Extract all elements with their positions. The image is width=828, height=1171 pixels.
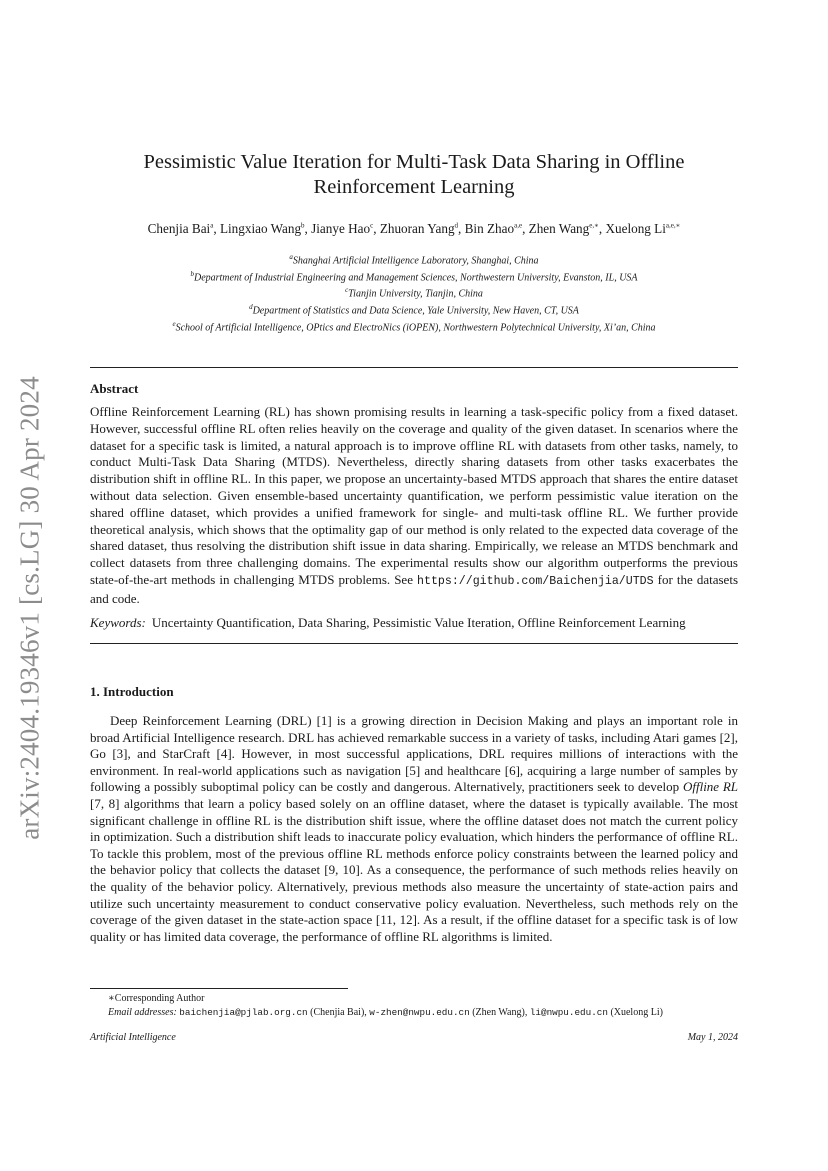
author: Jianye Hao$^c$ <box>311 221 374 236</box>
arxiv-id: arXiv:2404.19346v1 [cs.LG] 30 Apr 2024 <box>14 375 45 840</box>
footnote-rule <box>90 988 348 989</box>
paper-title <box>90 150 738 200</box>
email-link[interactable]: li@nwpu.edu.cn <box>529 1007 608 1018</box>
keywords-text: Uncertainty Quantification, Data Sharing, Pessimistic Value Iteration, Offline Reinforcement Learning <box>151 615 686 630</box>
author: Chenjia Bai$^a$ <box>147 221 214 236</box>
abstract-top-rule <box>90 367 738 368</box>
keywords-label: Keywords: <box>90 615 146 630</box>
abstract-bottom-rule <box>90 643 738 644</box>
section-heading-introduction: 1. Introduction <box>90 684 174 699</box>
preprint-date: May 1, 2024 <box>687 1032 738 1043</box>
affiliation: $^a$Shanghai Artificial Intelligence Laboratory, Shanghai, China <box>289 253 539 267</box>
journal-name: Artificial Intelligence <box>90 1032 176 1043</box>
affiliation: $^d$Department of Statistics and Data Science, Yale University, New Haven, CT, USA <box>249 303 579 317</box>
footnote-corresponding: ∗Corresponding Author <box>108 993 205 1004</box>
email-link[interactable]: w-zhen@nwpu.edu.cn <box>369 1007 470 1018</box>
title-line-1: Pessimistic Value Iteration for Multi-Task Data Sharing in Offline <box>143 151 685 173</box>
author-list: Chenjia Bai$^a$, Lingxiao Wang$^b$, Jianye Hao$^c$, Zhuoran Yang$^d$, Bin Zhao$^{a,e}$, Zhen Wang$^{e,∗}$, Xuelong $Li^{a,e,∗}$ <box>147 221 681 236</box>
affiliation-list <box>90 251 738 335</box>
author: Bin Zhao$^{a,e}$ <box>464 221 523 236</box>
code-link[interactable]: https://github.com/Baichenjia/UTDS <box>417 574 654 588</box>
abstract-body: Offline Reinforcement Learning (RL) has shown promising results in learning a task-specific policy from a fixed dataset. However, successful offline RL often relies heavily on the coverage and quality of the given dataset. In scenarios where the dataset for a specific task is limited, a natural approach is to improve offline RL with datasets from other tasks, namely, to conduct Multi-Task Data Sharing (MTDS). Nevertheless, directly sharing datasets from other tasks exacerbates the distribution shift in offline RL. In this paper, we propose an uncertainty-based MTDS approach that shares the entire dataset without data selection. Given ensemble-based uncertainty quantification, we perform pessimistic value iteration on the shared offline dataset, which provides a unified framework for single- and multi-task offline RL. We further provide theoretical analysis, which shows that the optimality gap of our method is only related to the expected data coverage of the shared dataset, thus resolving the distribution shift issue in data sharing. Empirically, we release an MTDS benchmark and collect datasets from three challenging domains. The experimental results show our algorithm outperforms the previous state-of-the-art methods in challenging MTDS problems. See https://github.com/Baichenjia/UTDS for the datasets and code. <box>90 404 739 606</box>
affiliation: $^e$School of Artificial Intelligence, OPtics and ElectroNics (iOPEN), Northwestern Polytechnical University, Xi’an, China <box>172 319 656 334</box>
introduction-paragraph: Deep Reinforcement Learning (DRL) [1] is a growing direction in Decision Making and plays an important role in broad Artificial Intelligence research. DRL has achieved remarkable success in a variety of tasks, including Atari games [2], Go [3], and StarCraft [4]. However, in most successful applications, DRL requires millions of interactions with the environment. In real-world applications such as navigation [5] and healthcare [6], acquiring a large number of samples by following a possibly suboptimal policy can be costly and dangerous. Alternatively, practitioners seek to develop Offline RL [7, 8] algorithms that learn a policy based solely on an offline dataset, where the dataset is typically available. The most significant challenge in offline RL is the distribution shift issue, where the offline dataset does not match the current policy in optimization. Such a distribution shift leads to inaccurate policy evaluation, which hinders the performance of offline RL. To tackle this problem, most of the previous offline RL methods enforce policy constraints between the learned policy and the behavior policy that collects the dataset [9, 10]. As a consequence, the performance of such methods relies heavily on the quality of the behavior policy. Alternatively, previous methods also measure the uncertainty of state-action pairs and utilize such uncertainty measurement to conduct conservative policy evaluation. Nevertheless, such methods rely on the coverage of the given dataset in the state-action space [11, 12]. As a result, if the offline dataset for a specific task is of low quality or has limited data coverage, the performance of offline RL algorithms is limited. <box>90 713 739 944</box>
emphasis: Offline RL <box>682 779 739 795</box>
keywords <box>90 615 738 631</box>
title-line-2: Reinforcement Learning <box>313 176 515 198</box>
email-link[interactable]: baichenjia@pjlab.org.cn <box>179 1007 308 1018</box>
affiliation: $^c$Tianjin University, Tianjin, China <box>345 286 483 300</box>
affiliation: $^b$Department of Industrial Engineering and Management Sciences, Northwestern University, Evanston, IL, USA <box>190 269 638 284</box>
abstract-heading: Abstract <box>90 381 139 396</box>
author: Lingxiao Wang$^b$ <box>219 221 305 236</box>
footnote-emails: Email addresses: baichenjia@pjlab.org.cn (Chenjia Bai), w-zhen@nwpu.edu.cn (Zhen Wang), li@nwpu.edu.cn (Xuelong Li) <box>108 1007 663 1018</box>
author: Zhuoran Yang$^d$ <box>379 221 459 236</box>
arxiv-sidebar-stamp <box>4 365 56 850</box>
author: Zhen Wang$^{e,∗}$ <box>528 221 599 236</box>
author: Xuelong $Li^{a,e,∗}$ <box>605 221 681 236</box>
